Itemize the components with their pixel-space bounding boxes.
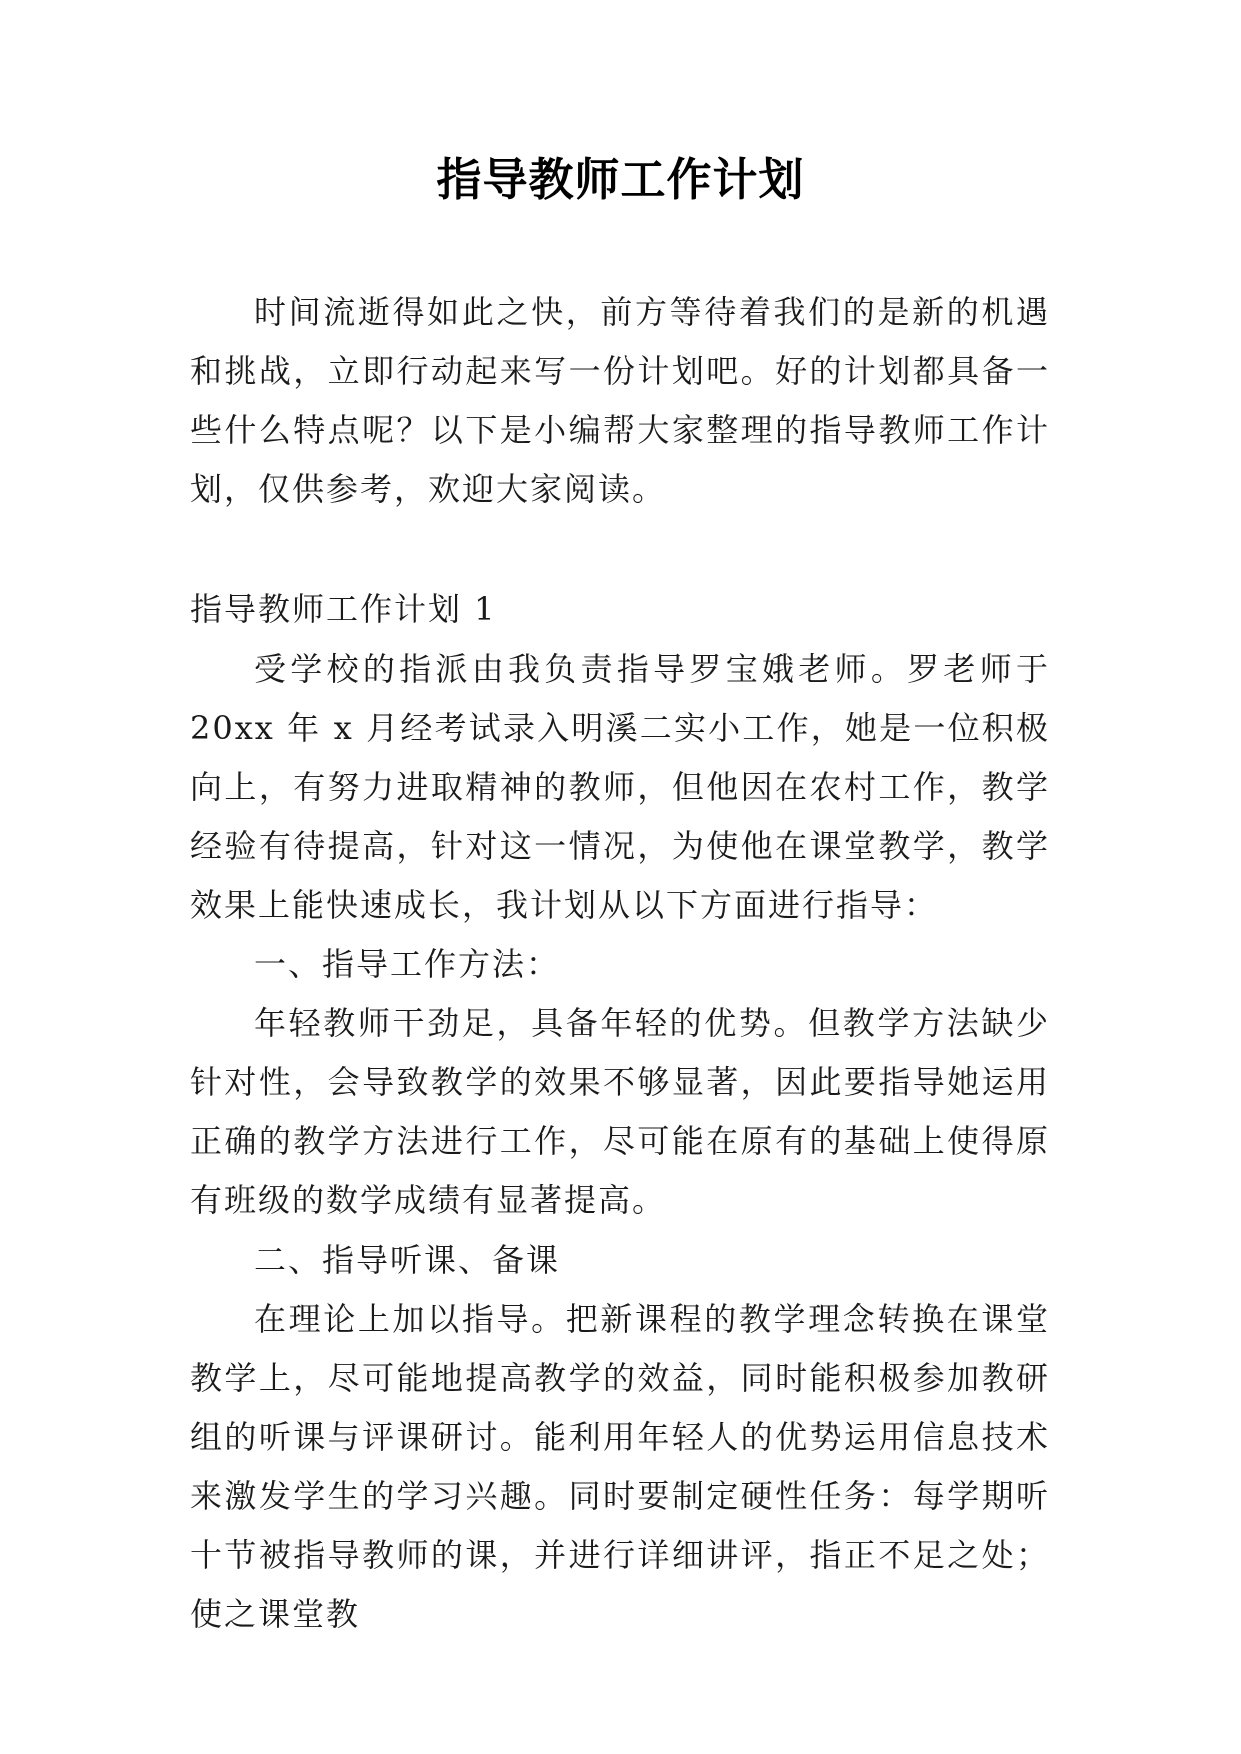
paragraph-assignment: 受学校的指派由我负责指导罗宝娥老师。罗老师于 20xx 年 x 月经考试录入明溪二实小工作，她是一位积极向上，有努力进取精神的教师，但他因在农村工作，教学经验有待提高，针对这一情况，为使他在课堂教学，教学效果上能快速成长，我计划从以下方面进行指导： [190,650,1050,924]
subheading-work-method: 一、指导工作方法： [254,945,561,983]
paragraph-work-method: 年轻教师干劲足，具备年轻的优势。但教学方法缺少针对性，会导致教学的效果不够显著，因此要指导她运用正确的教学方法进行工作，尽可能在原有的基础上使得原有班级的数学成绩有显著提高。 [190,1004,1050,1219]
subheading-lesson-prep: 二、指导听课、备课 [254,1241,561,1279]
section-heading: 指导教师工作计划 1 [190,590,497,628]
document-title: 指导教师工作计划 [436,153,805,206]
paragraph-lesson-prep: 在理论上加以指导。把新课程的教学理念转换在课堂教学上，尽可能地提高教学的效益，同时能积极参加教研组的听课与评课研讨。能利用年轻人的优势运用信息技术来激发学生的学习兴趣。同时要制定硬性任务：每学期听十节被指导教师的课，并进行详细讲评，指正不足之处；使之课堂教 [190,1300,1050,1633]
intro-paragraph: 时间流逝得如此之快，前方等待着我们的是新的机遇和挑战，立即行动起来写一份计划吧。好的计划都具备一些什么特点呢？以下是小编帮大家整理的指导教师工作计划，仅供参考，欢迎大家阅读。 [190,293,1050,508]
